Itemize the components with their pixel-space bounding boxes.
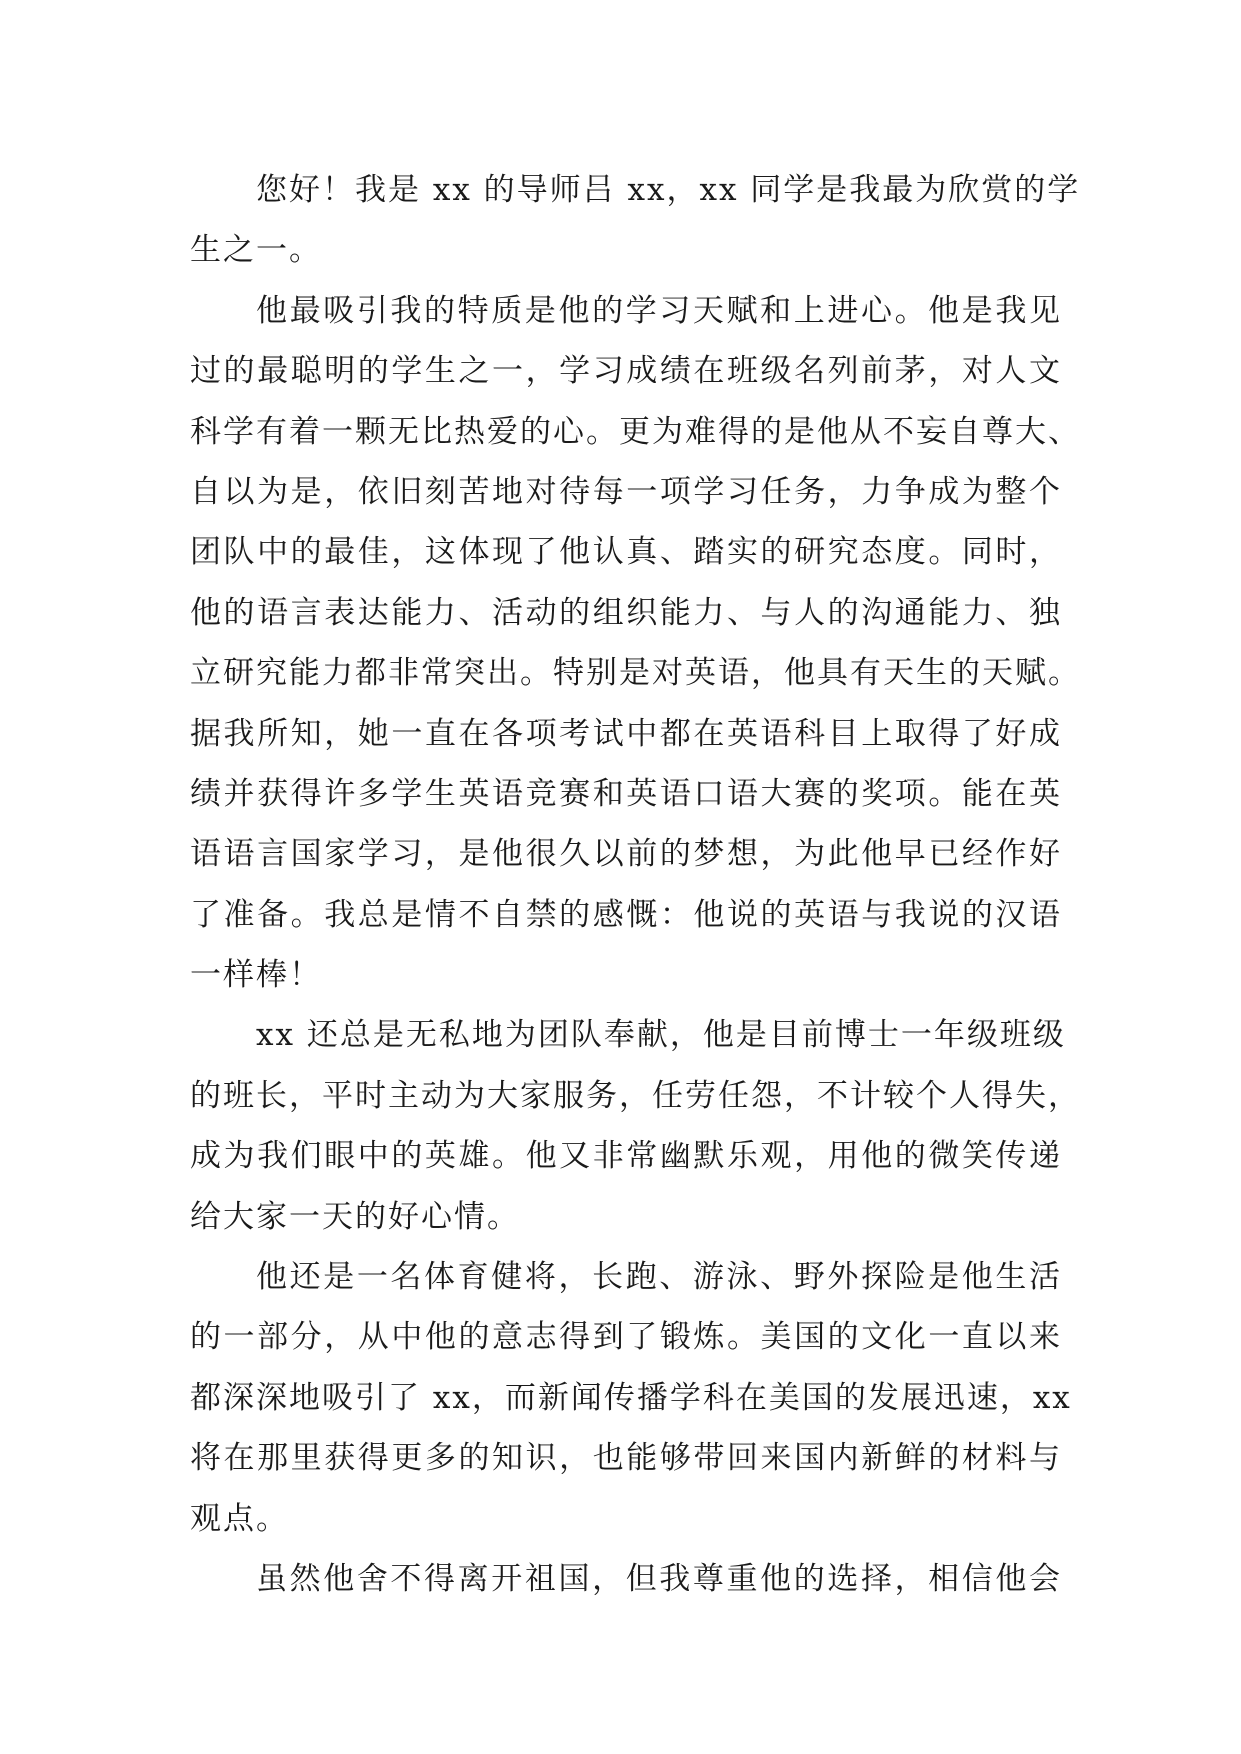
text-line: 立研究能力都非常突出。特别是对英语，他具有天生的天赋。 — [190, 655, 1081, 692]
paragraph-service — [190, 1005, 1081, 1247]
text-line: 他最吸引我的特质是他的学习天赋和上进心。他是我见 — [256, 292, 1062, 329]
text-line: 过的最聪明的学生之一，学习成绩在班级名列前茅，对人文 — [190, 353, 1062, 390]
text-line: 的一部分，从中他的意志得到了锻炼。美国的文化一直以来 — [190, 1319, 1062, 1356]
paragraph-sports — [190, 1247, 1072, 1549]
text-line: 都深深地吸引了 xx，而新闻传播学科在美国的发展迅速，xx — [190, 1379, 1072, 1416]
paragraph-qualities — [190, 281, 1081, 1006]
paragraph-greeting — [190, 160, 1081, 281]
text-line: xx 还总是无私地为团队奉献，他是目前博士一年级班级 — [256, 1017, 1066, 1054]
text-line: 科学有着一颗无比热爱的心。更为难得的是他从不妄自尊大、 — [190, 413, 1081, 450]
text-line: 据我所知，她一直在各项考试中都在英语科目上取得了好成 — [190, 715, 1062, 752]
text-line: 成为我们眼中的英雄。他又非常幽默乐观，用他的微笑传递 — [190, 1138, 1062, 1175]
text-line: 给大家一天的好心情。 — [190, 1198, 520, 1235]
text-line: 绩并获得许多学生英语竞赛和英语口语大赛的奖项。能在英 — [190, 775, 1062, 812]
text-line: 生之一。 — [190, 232, 322, 269]
text-line: 的班长，平时主动为大家服务，任劳任怨，不计较个人得失， — [190, 1077, 1081, 1114]
paragraph-closing — [190, 1549, 1062, 1609]
text-line: 团队中的最佳，这体现了他认真、踏实的研究态度。同时， — [190, 534, 1062, 571]
letter-body — [190, 160, 1081, 1609]
text-line: 虽然他舍不得离开祖国，但我尊重他的选择，相信他会 — [256, 1560, 1062, 1597]
text-line: 将在那里获得更多的知识，也能够带回来国内新鲜的材料与 — [190, 1440, 1062, 1477]
text-line: 了准备。我总是情不自禁的感慨：他说的英语与我说的汉语 — [190, 896, 1062, 933]
text-line: 自以为是，依旧刻苦地对待每一项学习任务，力争成为整个 — [190, 473, 1062, 510]
text-line: 他还是一名体育健将，长跑、游泳、野外探险是他生活 — [256, 1259, 1062, 1296]
text-line: 您好！我是 xx 的导师吕 xx，xx 同学是我最为欣赏的学 — [256, 172, 1081, 208]
text-line: 一样棒！ — [190, 957, 322, 994]
text-line: 他的语言表达能力、活动的组织能力、与人的沟通能力、独 — [190, 594, 1062, 631]
text-line: 语语言国家学习，是他很久以前的梦想，为此他早已经作好 — [190, 836, 1062, 873]
text-line: 观点。 — [190, 1500, 289, 1537]
